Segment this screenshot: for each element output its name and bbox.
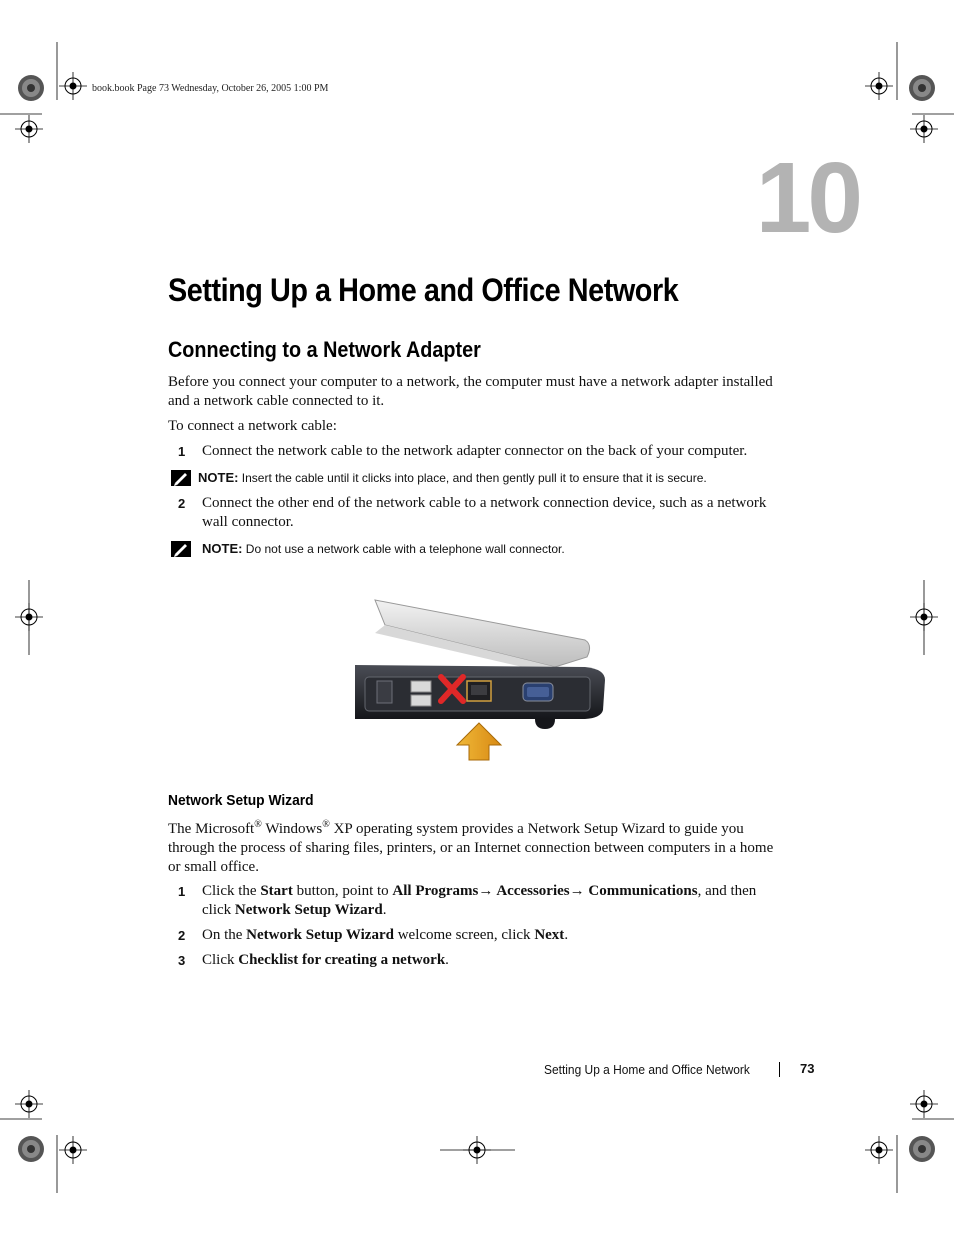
step-item (178, 926, 778, 946)
print-slug: book.book Page 73 Wednesday, October 26, 2005 1:00 PM (92, 83, 329, 94)
note-text: Insert the cable until it clicks into place, and then gently pull it to ensure that it is secure. (241, 471, 707, 485)
step-fragment: button, point to (292, 883, 393, 899)
menu-arrow-icon: → (478, 883, 494, 899)
subsection-intro (168, 820, 778, 877)
color-burst-mark (909, 75, 935, 101)
chapter-number: 10 (755, 142, 859, 254)
note-label: NOTE: (198, 470, 239, 485)
note-label: NOTE: (202, 541, 243, 556)
ui-term-checklist: Checklist for creating a network (238, 952, 446, 968)
section-lead: To connect a network cable: (168, 418, 337, 434)
step-fragment: Click (202, 952, 239, 968)
step-item (178, 882, 778, 922)
step-number: 1 (178, 884, 186, 899)
step-item (178, 442, 778, 462)
ui-term-all-programs: All Programs (392, 883, 479, 899)
registration-mark (15, 1090, 43, 1118)
registration-mark (910, 1090, 938, 1118)
step-fragment: . (382, 902, 387, 918)
section-title: Connecting to a Network Adapter (168, 337, 481, 362)
step-fragment: , and then click (202, 883, 757, 918)
subsection-title: Network Setup Wizard (168, 792, 314, 809)
step-number: 2 (178, 928, 186, 943)
color-burst-mark (18, 1136, 44, 1162)
step-text (202, 926, 782, 945)
ui-term-communications: Communications (584, 883, 698, 899)
page-number: 73 (800, 1061, 815, 1076)
registration-mark (865, 1136, 893, 1164)
ui-term-network-setup-wizard: Network Setup Wizard (246, 927, 394, 943)
note-text: Do not use a network cable with a telephone wall connector. (245, 542, 565, 556)
registration-mark (59, 72, 87, 100)
chapter-title: Setting Up a Home and Office Network (168, 272, 679, 308)
running-footer-title: Setting Up a Home and Office Network (544, 1062, 750, 1077)
registered-mark: ® (322, 819, 330, 830)
step-number: 1 (178, 444, 186, 459)
intro-text: XP operating system provides a Network Setup Wizard to guide you through the process of sharing files, printers, or an Internet connection between computers in a home or small office. (168, 821, 774, 875)
step-text: Connect the network cable to the network adapter connector on the back of your computer. (202, 443, 748, 459)
step-fragment: welcome screen, click (393, 927, 535, 943)
intro-text: Windows (261, 821, 323, 837)
menu-arrow-icon: → (569, 883, 585, 899)
step-text (202, 882, 782, 920)
step-item (178, 951, 778, 971)
intro-text: The Microsoft (168, 821, 255, 837)
ui-term-network-setup-wizard: Network Setup Wizard (234, 902, 383, 918)
step-fragment: On the (202, 927, 247, 943)
ui-term-next: Next (534, 927, 565, 943)
step-item (178, 494, 778, 534)
step-number: 3 (178, 953, 186, 968)
note (170, 470, 707, 485)
ui-term-accessories: Accessories (493, 883, 570, 899)
footer-divider (779, 1062, 780, 1077)
step-fragment: . (564, 927, 569, 943)
pencil-note-icon (170, 469, 192, 487)
color-burst-mark (909, 1136, 935, 1162)
section-intro: Before you connect your computer to a network, the computer must have a network adapter installed and a network cable connected to it. (168, 374, 773, 409)
step-number: 2 (178, 496, 186, 511)
laptop-network-port-illustration (355, 585, 610, 765)
ui-term-start: Start (260, 883, 293, 899)
registration-mark (59, 1136, 87, 1164)
note (170, 541, 565, 556)
registration-mark (865, 72, 893, 100)
step-text: Connect the other end of the network cable to a network connection device, such as a network wall connector. (202, 495, 767, 530)
registered-mark: ® (254, 819, 262, 830)
pencil-note-icon (170, 540, 192, 558)
registration-mark (15, 115, 43, 143)
registration-mark (910, 115, 938, 143)
step-fragment: Click the (202, 883, 261, 899)
step-fragment: . (445, 952, 449, 968)
color-burst-mark (18, 75, 44, 101)
step-text (202, 951, 782, 970)
